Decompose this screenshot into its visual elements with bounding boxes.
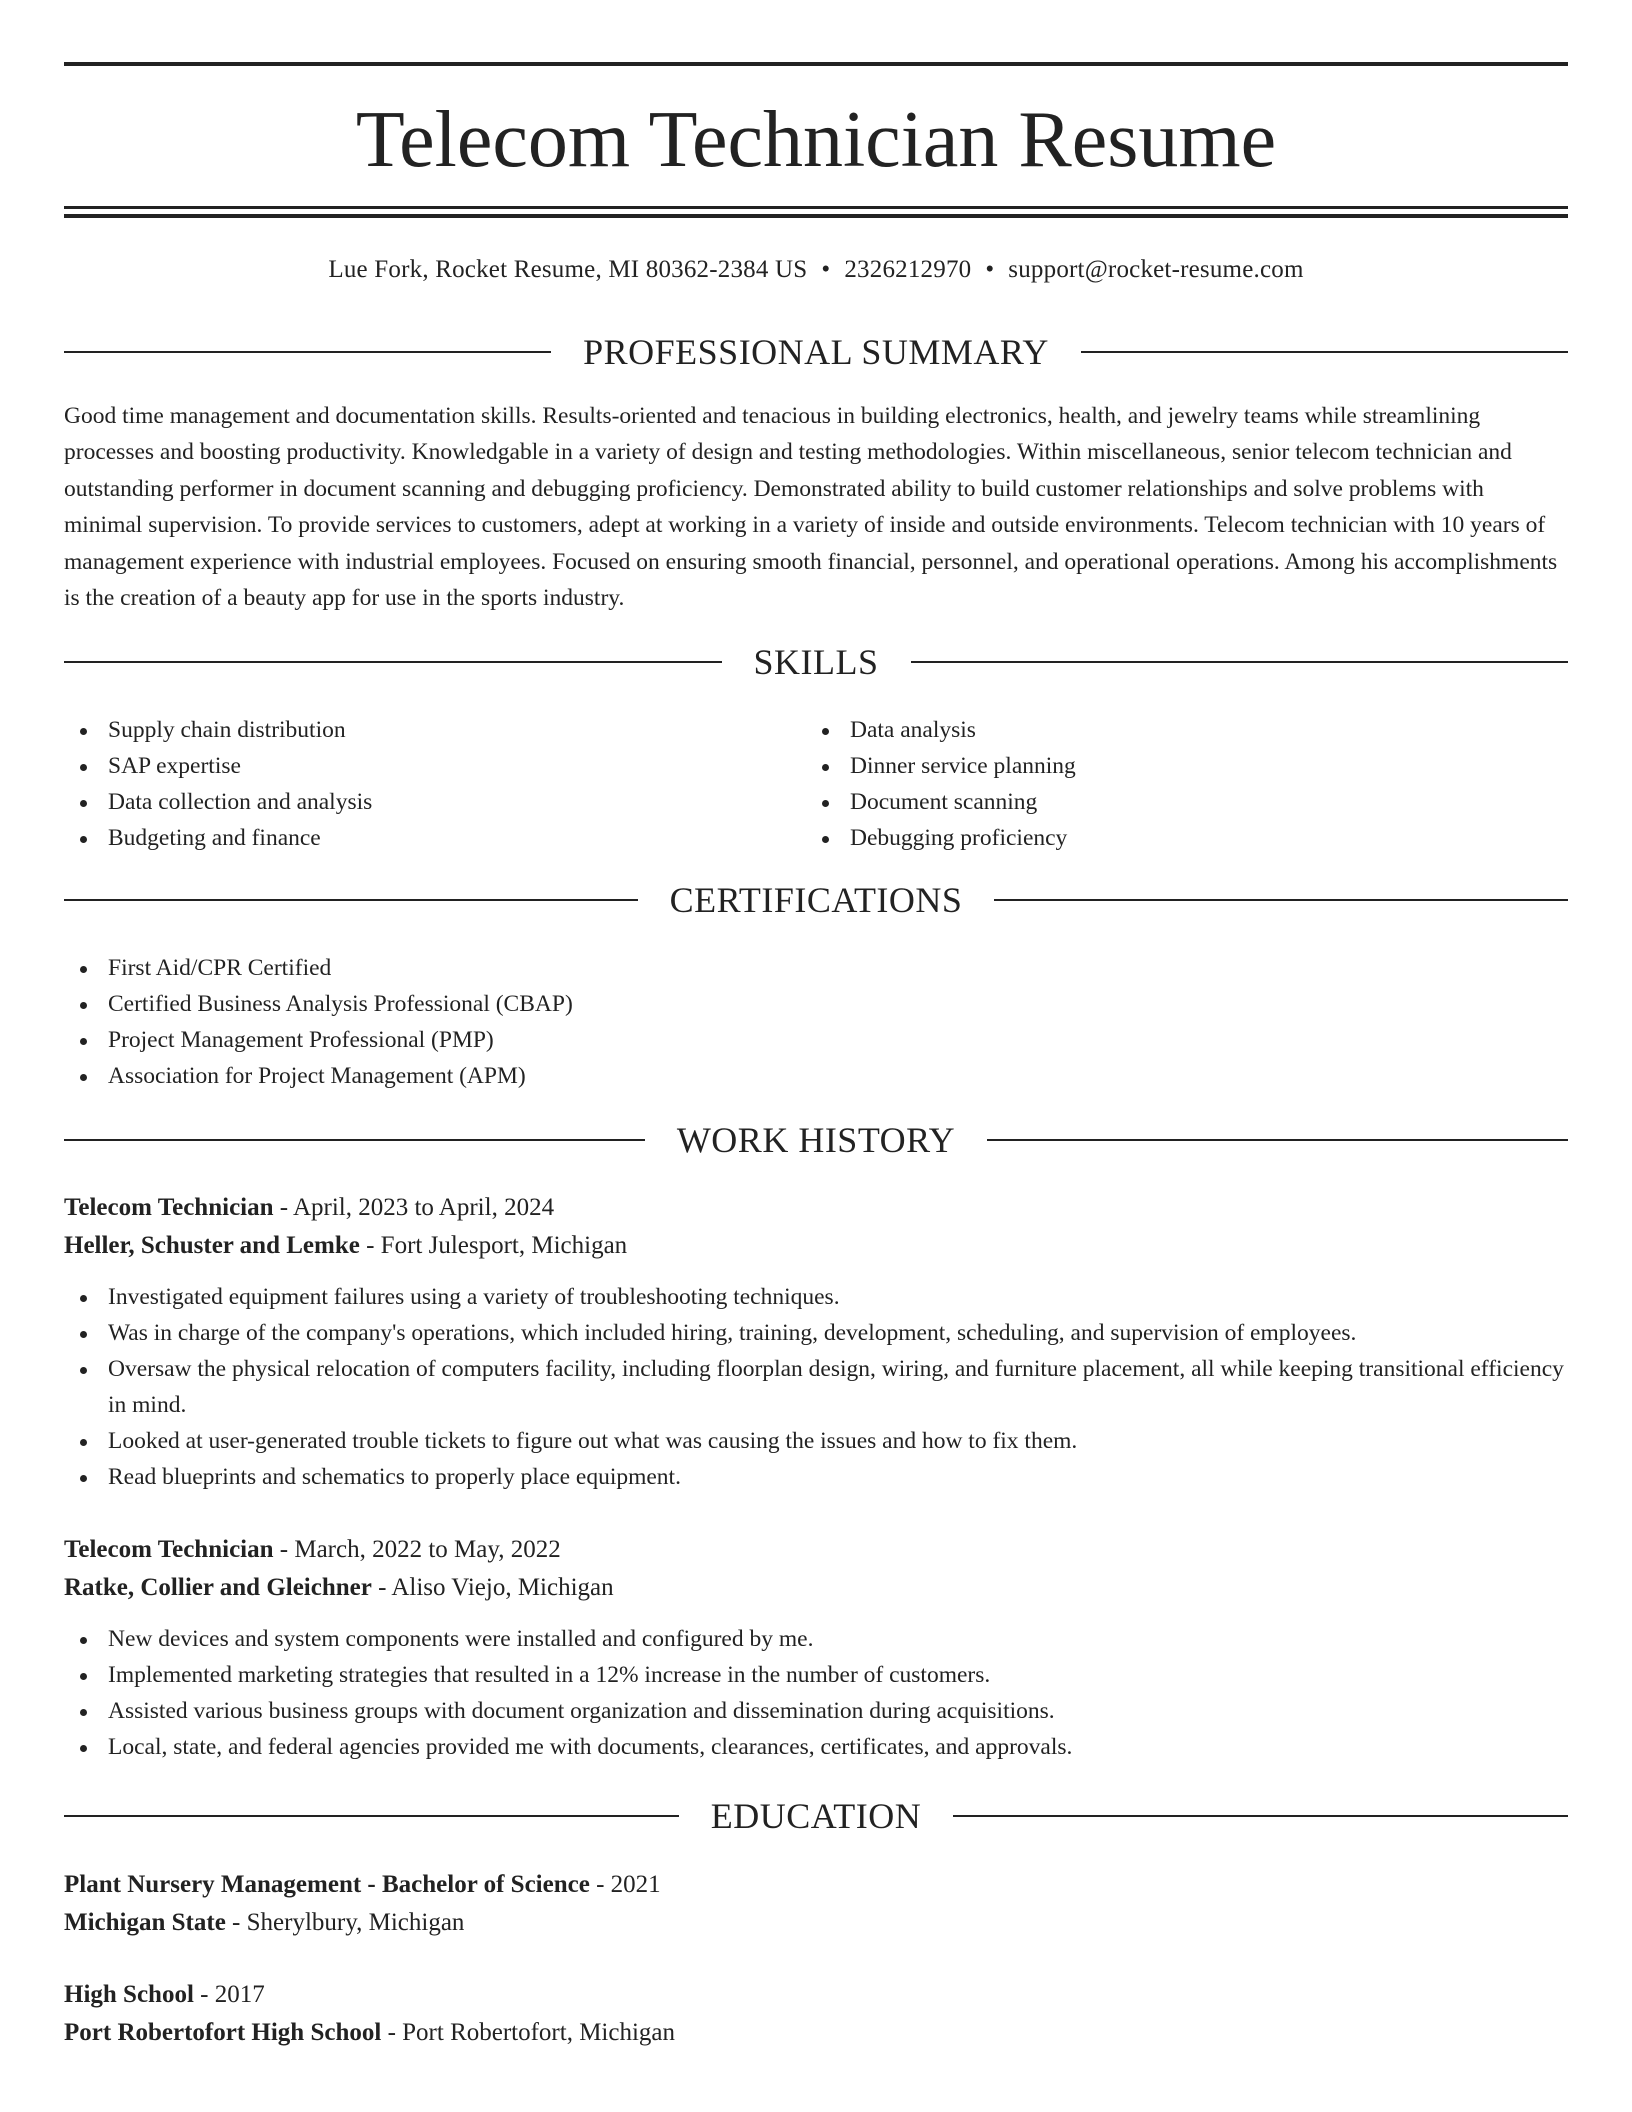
job-company: Ratke, Collier and Gleichner: [64, 1574, 372, 1601]
job-bullet: Oversaw the physical relocation of computers facility, including floorplan design, wiring, and furniture placement, all while keeping transitional efficiency in mind.: [64, 1351, 1568, 1423]
job-company: Heller, Schuster and Lemke: [64, 1232, 360, 1259]
separator: -: [193, 1981, 215, 2008]
separator: -: [381, 2019, 403, 2046]
education-school: Michigan State: [64, 1909, 226, 1936]
job-title-line: [64, 1189, 1568, 1227]
certification-item: Project Management Professional (PMP): [64, 1022, 1568, 1058]
heading-line: [64, 1815, 679, 1817]
job-bullets: [64, 1621, 1568, 1765]
section-title: WORK HISTORY: [676, 1120, 956, 1160]
education-degree-line: [64, 1976, 1568, 2014]
certification-item: First Aid/CPR Certified: [64, 950, 1568, 986]
skill-item: Budgeting and finance: [64, 820, 804, 856]
separator: -: [225, 1909, 247, 1936]
education-location: Sherylbury, Michigan: [246, 1909, 465, 1936]
summary-text: Good time management and documentation skills. Results-oriented and tenacious in building electronics, health, and jewelry teams while streamlining processes and boosting productivity. Knowledgable in a variety of design and testing methodologies. Within miscellaneous, senior telecom technician and outstanding performer in document scanning and debugging proficiency. Demonstrated ability to build customer relationships and solve problems with minimal supervision. To provide services to customers, adept at working in a variety of inside and outside environments. Telecom technician with 10 years of management experience with industrial employees. Focused on ensuring smooth financial, personnel, and operational operations. Among his accomplishments is the creation of a beauty app for use in the sports industry.: [64, 403, 1558, 612]
heading-line: [987, 1139, 1568, 1141]
job-entry: [64, 1531, 1568, 1765]
education-school-line: [64, 1904, 1568, 1942]
contact-email: support@rocket-resume.com: [1008, 256, 1304, 283]
heading-line: [911, 661, 1569, 663]
job-company-line: [64, 1569, 1568, 1607]
skill-item: Supply chain distribution: [64, 712, 804, 748]
job-bullet: Local, state, and federal agencies provided me with documents, clearances, certificates, and approvals.: [64, 1729, 1568, 1765]
contact-line: [64, 254, 1568, 286]
title-rule-upper: [64, 206, 1568, 209]
separator: -: [273, 1194, 293, 1221]
skill-item: Document scanning: [806, 784, 1546, 820]
skill-item: Dinner service planning: [806, 748, 1546, 784]
education-location: Port Robertofort, Michigan: [402, 2019, 676, 2046]
separator: -: [589, 1871, 611, 1898]
title-rule-lower: [64, 214, 1568, 218]
section-title: PROFESSIONAL SUMMARY: [583, 332, 1049, 372]
section-heading-certifications: [64, 878, 1568, 922]
section-title: EDUCATION: [710, 1796, 922, 1836]
contact-address: Lue Fork, Rocket Resume, MI 80362-2384 US: [328, 256, 808, 283]
section-title: CERTIFICATIONS: [669, 880, 963, 920]
job-location: Fort Julesport, Michigan: [380, 1232, 628, 1259]
skills-list-left: [64, 712, 804, 856]
job-company-line: [64, 1227, 1568, 1265]
job-dates: March, 2022 to May, 2022: [294, 1536, 561, 1563]
education-school-line: [64, 2014, 1568, 2052]
certification-item: Association for Project Management (APM): [64, 1058, 1568, 1094]
section-heading-education: [64, 1794, 1568, 1838]
contact-separator: •: [985, 256, 995, 283]
job-bullets: [64, 1279, 1568, 1495]
job-bullet: Read blueprints and schematics to properly place equipment.: [64, 1459, 1568, 1495]
education-school: Port Robertofort High School: [64, 2019, 382, 2046]
education-degree: Plant Nursery Management - Bachelor of Science: [64, 1871, 590, 1898]
job-bullet: New devices and system components were installed and configured by me.: [64, 1621, 1568, 1657]
education-entry: [64, 1866, 1568, 1942]
skill-item: Data analysis: [806, 712, 1546, 748]
job-title: Telecom Technician: [64, 1536, 274, 1563]
heading-line: [64, 1139, 645, 1141]
resume-title: Telecom Technician Resume: [355, 96, 1277, 184]
job-bullet: Implemented marketing strategies that resulted in a 12% increase in the number of customers.: [64, 1657, 1568, 1693]
certifications-list: [64, 950, 1568, 1094]
job-bullet: Assisted various business groups with document organization and dissemination during acquisitions.: [64, 1693, 1568, 1729]
heading-line: [994, 899, 1568, 901]
separator: -: [273, 1536, 295, 1563]
job-bullet: Was in charge of the company's operations, which included hiring, training, development, scheduling, and supervision of employees.: [64, 1315, 1568, 1351]
top-rule: [64, 62, 1568, 66]
job-title-line: [64, 1531, 1568, 1569]
skill-item: Debugging proficiency: [806, 820, 1546, 856]
skill-item: SAP expertise: [64, 748, 804, 784]
heading-line: [64, 351, 551, 353]
education-degree: High School: [64, 1981, 194, 2008]
section-title: SKILLS: [753, 642, 879, 682]
skills-list-right: [806, 712, 1546, 856]
job-location: Aliso Viejo, Michigan: [391, 1574, 614, 1601]
job-dates: April, 2023 to April, 2024: [292, 1194, 555, 1221]
section-heading-work-history: [64, 1118, 1568, 1162]
education-year: 2021: [610, 1871, 661, 1898]
section-heading-skills: [64, 640, 1568, 684]
heading-line: [64, 899, 638, 901]
education-entry: [64, 1976, 1568, 2052]
contact-separator: •: [821, 256, 831, 283]
job-bullet: Looked at user-generated trouble tickets to figure out what was causing the issues and how to fix them.: [64, 1423, 1568, 1459]
heading-line: [64, 661, 722, 663]
section-heading-summary: [64, 330, 1568, 374]
certification-item: Certified Business Analysis Professional (CBAP): [64, 986, 1568, 1022]
separator: -: [359, 1232, 381, 1259]
separator: -: [371, 1574, 392, 1601]
job-entry: [64, 1189, 1568, 1495]
job-bullet: Investigated equipment failures using a variety of troubleshooting techniques.: [64, 1279, 1568, 1315]
education-year: 2017: [214, 1981, 265, 2008]
job-title: Telecom Technician: [64, 1194, 274, 1221]
education-degree-line: [64, 1866, 1568, 1904]
contact-phone: 2326212970: [844, 256, 972, 283]
heading-line: [1081, 351, 1568, 353]
heading-line: [953, 1815, 1568, 1817]
skill-item: Data collection and analysis: [64, 784, 804, 820]
